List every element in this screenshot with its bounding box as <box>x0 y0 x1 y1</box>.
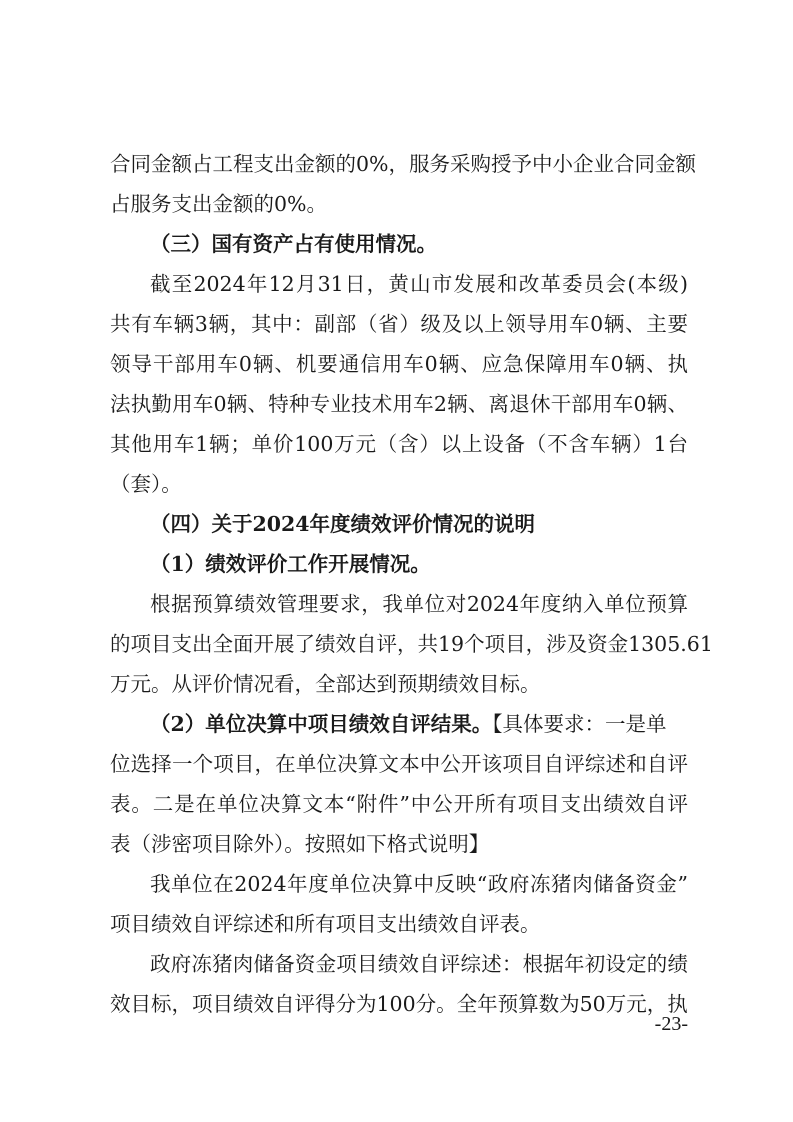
section-heading: （三）国有资产占有使用情况。 <box>150 232 437 256</box>
paragraph-line: 根据预算绩效管理要求，我单位对2024年度纳入单位预算 <box>150 592 688 616</box>
paragraph-line: 其他用车1辆；单价100万元（含）以上设备（不含车辆）1台 <box>110 432 688 456</box>
page-number: -23- <box>654 1013 688 1035</box>
subsection-heading: （2）单位决算中项目绩效自评结果。 <box>150 712 493 736</box>
paragraph-line: 共有车辆3辆，其中：副部（省）级及以上领导用车0辆、主要 <box>110 312 688 336</box>
paragraph-line: 表。二是在单位决算文本“附件”中公开所有项目支出绩效自评 <box>110 792 688 816</box>
paragraph-line: 我单位在2024年度单位决算中反映“政府冻猪肉储备资金” <box>150 872 688 896</box>
paragraph-line: 合同金额占工程支出金额的0%，服务采购授予中小企业合同金额 <box>110 152 697 176</box>
paragraph-line: 政府冻猪肉储备资金项目绩效自评综述：根据年初设定的绩 <box>150 952 688 976</box>
paragraph-line: 效目标，项目绩效自评得分为100分。全年预算数为50万元，执 <box>110 992 688 1016</box>
section-heading: （四）关于2024年度绩效评价情况的说明 <box>150 512 536 536</box>
paragraph-line: 截至2024年12月31日，黄山市发展和改革委员会(本级) <box>150 272 688 296</box>
paragraph-line <box>150 706 688 742</box>
paragraph-line: 位选择一个项目，在单位决算文本中公开该项目自评综述和自评 <box>110 752 688 776</box>
paragraph-line: 的项目支出全面开展了绩效自评，共19个项目，涉及资金1305.61 <box>110 632 713 656</box>
paragraph-line: 占服务支出金额的0%。 <box>110 192 328 216</box>
paragraph-line: 法执勤用车0辆、特种专业技术用车2辆、离退休干部用车0辆、 <box>110 392 688 416</box>
paragraph-line: （套）。 <box>110 472 182 496</box>
subsection-heading: （1）绩效评价工作开展情况。 <box>150 552 431 576</box>
requirement-note: 【具体要求：一是单 <box>492 712 667 736</box>
paragraph-line: 万元。从评价情况看，全部达到预期绩效目标。 <box>110 672 541 696</box>
paragraph-line: 领导干部用车0辆、机要通信用车0辆、应急保障用车0辆、执 <box>110 352 688 376</box>
paragraph-line: 项目绩效自评综述和所有项目支出绩效自评表。 <box>110 912 541 936</box>
paragraph-line: 表（涉密项目除外）。按照如下格式说明】 <box>110 832 490 856</box>
